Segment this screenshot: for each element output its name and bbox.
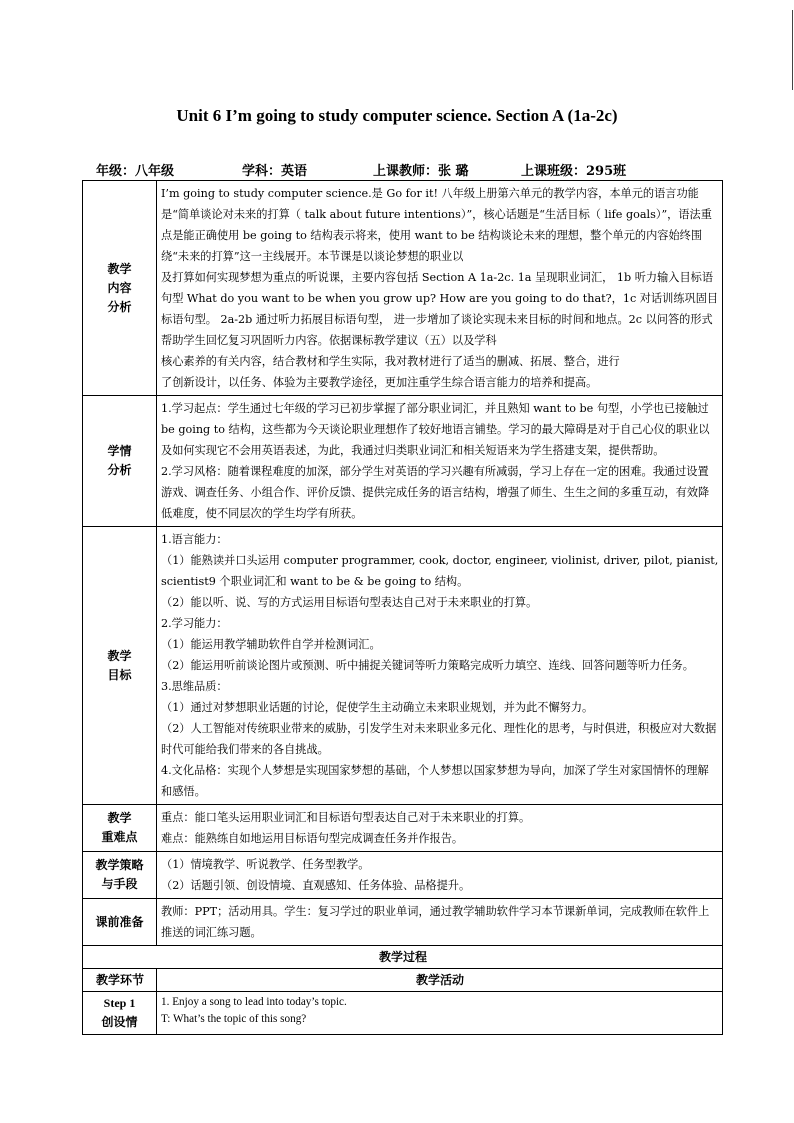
- header-line: 教学: [107, 811, 132, 825]
- header-line: 教学: [107, 648, 132, 663]
- paragraph: （2）能以听、说、写的方式运用目标语句型表达自己对于未来职业的打算。: [161, 596, 538, 609]
- key-points-body: [157, 805, 723, 852]
- paragraph: 2.学习风格：随着课程难度的加深，部分学生对英语的学习兴趣有所减弱，学习上存在一定的困难。我通过设置游戏、调查任务、小组合作、评价反馈、提供完成任务的语言结构，增强了师生、生生之间的多重互动，有效降低难度，使不同层次的学生均学有所获。: [161, 465, 710, 520]
- header-line: 课前准备: [95, 914, 144, 929]
- paragraph: 2.学习能力：: [161, 617, 228, 630]
- row-strategies: [83, 852, 723, 899]
- row-process-heading: [83, 946, 723, 969]
- teacher-label: 上课教师：张 璐: [373, 164, 469, 179]
- page-title: Unit 6 I’m going to study computer science. Section A (1a-2c): [176, 106, 618, 125]
- paragraph: （2）能运用听前谈论图片或预测、听中捕捉关键词等听力策略完成听力填空、连线、回答问题等听力任务。: [161, 659, 694, 672]
- subject-label: 学科：英语: [242, 164, 308, 179]
- lesson-meta-row: [96, 160, 736, 178]
- paragraph: （1）通过对梦想职业话题的讨论，促使学生主动确立未来职业规划，并为此不懈努力。: [161, 701, 594, 714]
- header-line: 教学: [107, 261, 132, 276]
- key-points-header: [83, 805, 157, 852]
- row-step-1: [83, 992, 723, 1035]
- teaching-goals-header: [83, 527, 157, 805]
- paragraph: 核心素养的有关内容，结合教材和学生实际，我对教材进行了适当的删减、拓展、整合，进行: [161, 355, 620, 368]
- header-line: Step 1: [103, 996, 136, 1010]
- paragraph: （1）情境教学、听说教学、任务型教学。: [161, 858, 370, 871]
- strategies-body: [157, 852, 723, 899]
- preparation-header: [83, 899, 157, 946]
- paragraph: T: What’s the topic of this song?: [161, 1013, 307, 1025]
- paragraph: （1）能运用教学辅助软件自学并检测词汇。: [161, 638, 381, 651]
- header-line: 与手段: [101, 877, 138, 891]
- paragraph: （2）话题引领、创设情境、直观感知、任务体验、品格提升。: [161, 879, 471, 892]
- paragraph: 1. Enjoy a song to lead into today’s topic.: [161, 996, 347, 1008]
- process-col-stage: 教学环节: [83, 969, 157, 992]
- paragraph: 了创新设计，以任务、体验为主要教学途径，更加注重学生综合语言能力的培养和提高。: [161, 376, 598, 389]
- content-analysis-body: [157, 181, 723, 396]
- teaching-goals-body: [157, 527, 723, 805]
- paragraph: 难点：能熟练自如地运用目标语句型完成调查任务并作报告。: [161, 832, 464, 845]
- header-line: 学情: [107, 444, 132, 458]
- lesson-plan-table: [82, 180, 723, 1035]
- row-process-columns: [83, 969, 723, 992]
- row-teaching-goals: [83, 527, 723, 805]
- paragraph: 及打算如何实现梦想为重点的听说课，主要内容包括 Section A 1a-2c. 1a 呈现职业词汇， 1b 听力输入目标语句型 What do you want to be when you grow up? How are you going to do that?，1c 对话训练巩固目标语句型。 2a-2b 通过听力拓展目标语句型， 进一步增加了谈论实现未来目标的时间和地点。2c 以问答的形式帮助学生回忆复习巩固听力内容。依据课标教学建议（五）以及学科: [161, 271, 719, 347]
- paragraph: 教师：PPT；活动用具。学生：复习学过的职业单词，通过教学辅助软件学习本节课新单词，完成教师在软件上推送的词汇练习题。: [161, 905, 710, 939]
- paragraph: （2）人工智能对传统职业带来的威胁，引发学生对未来职业多元化、理性化的思考，与时俱进，积极应对大数据时代可能给我们带来的各自挑战。: [161, 722, 717, 756]
- header-line: 分析: [107, 463, 132, 477]
- learner-analysis-body: [157, 396, 723, 527]
- header-line: 分析: [107, 299, 132, 314]
- paragraph: （1）能熟读并口头运用 computer programmer, cook, doctor, engineer, violinist, driver, pilot, pianist, scientist9 个职业词汇和 want to be & be going to 结构。: [161, 554, 719, 588]
- row-learner-analysis: [83, 396, 723, 527]
- preparation-body: [157, 899, 723, 946]
- step-1-body: [157, 992, 723, 1035]
- grade-label: 年级：八年级: [96, 164, 175, 179]
- process-heading: 教学过程: [83, 946, 723, 969]
- paragraph: I’m going to study computer science.是 Go for it! 八年级上册第六单元的教学内容，本单元的语言功能是“简单谈论对未来的打算（ talk about future intentions）”，核心话题是“生活目标（ life goals）”，语法重点是能正确使用 be going to 结构表示将来，使用 want to be 结构谈论未来的理想，整个单元的内容始终围绕“未来的打算”这一主线展开。本节课是以谈论梦想的职业以: [161, 187, 712, 263]
- header-line: 目标: [107, 667, 132, 682]
- paragraph: 1.学习起点：学生通过七年级的学习已初步掌握了部分职业词汇，并且熟知 want to be 句型，小学也已接触过 be going to 结构，这些都为今天谈论职业理想作了较好地语言铺垫。学习的最大障碍是对于自己心仪的职业以及如何实现它不会用英语表述，为此，我通过归类职业词汇和相关短语来为学生搭建支架，提供帮助。: [161, 402, 710, 457]
- paragraph: 3.思维品质：: [161, 680, 228, 693]
- paragraph: 1.语言能力：: [161, 533, 228, 546]
- strategies-header: [83, 852, 157, 899]
- content-analysis-header: [83, 181, 157, 396]
- step-1-header: [83, 992, 157, 1035]
- process-col-activity: 教学活动: [157, 969, 723, 992]
- row-key-points: [83, 805, 723, 852]
- row-preparation: [83, 899, 723, 946]
- row-content-analysis: [83, 181, 723, 396]
- class-label: 上课班级：295班: [521, 164, 627, 179]
- paragraph: 4.文化品格：实现个人梦想是实现国家梦想的基础，个人梦想以国家梦想为导向，加深了学生对家国情怀的理解和感悟。: [161, 764, 709, 798]
- header-line: 创设情: [101, 1015, 138, 1029]
- header-line: 内容: [107, 280, 132, 295]
- paragraph: 重点：能口笔头运用职业词汇和目标语句型表达自己对于未来职业的打算。: [161, 811, 531, 824]
- header-line: 教学策略: [95, 858, 144, 872]
- learner-analysis-header: [83, 396, 157, 527]
- header-line: 重难点: [101, 830, 138, 844]
